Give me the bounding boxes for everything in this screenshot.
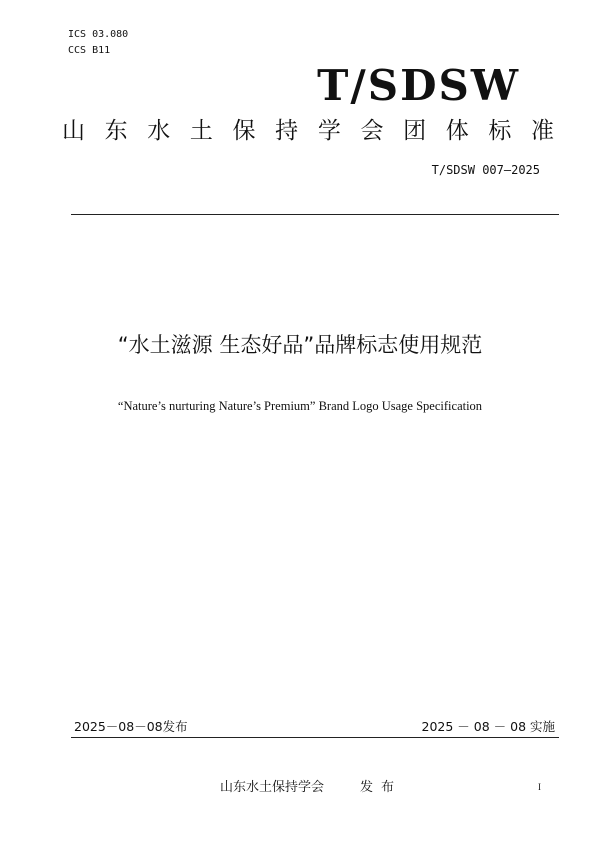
document-title-english: “Nature’s nurturing Nature’s Premium” Brand Logo Usage Specification (117, 399, 483, 413)
organization-standard-title: 山东水土保持学会团体标准 (62, 118, 554, 144)
standard-number: T/SDSW 007—2025 (431, 163, 540, 177)
page-number: I (538, 782, 541, 792)
issue-date: 2025－08－08发布 (74, 719, 188, 734)
footer-divider (71, 737, 559, 738)
publisher-name: 山东水土保持学会 (220, 780, 325, 795)
ccs-code: CCS B11 (68, 45, 111, 56)
publish-label: 发布 (360, 780, 403, 795)
standard-logo: T/SDSW (317, 61, 520, 110)
ics-code: ICS 03.080 (68, 29, 129, 40)
implementation-date: 2025 － 08 － 08 实施 (421, 719, 555, 734)
document-title-chinese: “水土滋源 生态好品”品牌标志使用规范 (117, 333, 483, 357)
header-divider (71, 214, 559, 215)
